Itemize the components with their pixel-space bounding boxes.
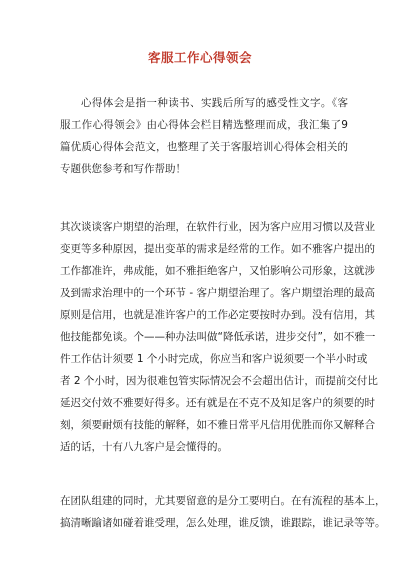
paragraph-line: 刻，须要耐烦有技能的解释，如不雅日常平凡信用优胜而你又解释合 <box>60 419 375 431</box>
document-title: 客服工作心得领会 <box>147 50 252 65</box>
body-paragraph-1 <box>60 216 378 458</box>
paragraph-line: 件工作估计须要 1 个小时完成，你应当和客户说须要一个半小时或 <box>60 353 368 365</box>
paragraph-line: 变更等多种原因，提出变革的需求是经常的工作。如不雅客户提出的 <box>60 243 375 255</box>
paragraph-line: 延迟交付效不雅要好得多。还有就是在不克不及知足客户的须要的时 <box>60 397 375 409</box>
paragraph-line: 他技能都免谈。个——种办法叫做“降低承诺，进步交付”，如不雅一 <box>60 331 376 343</box>
paragraph-line: 者 2 个小时，因为很难包管实际情况会不会超出估计，而提前交付比 <box>60 375 378 387</box>
paragraph-line: 原则是信用，也就是准许客户的工作必定要按时办到。没有信用，其 <box>60 309 375 321</box>
paragraph-line: 适的话，十有八九客户是会懂得的。 <box>60 441 228 453</box>
paragraph-line: 工作都准许，弗成能，如不雅拒绝客户，又怕影响公司形象，这就涉 <box>60 265 375 277</box>
paragraph-line: 及到需求治理中的一个环节 - 客户期望治理了。客户期望治理的最高 <box>60 287 375 299</box>
intro-paragraph: 心得体会是指一种读书、实践后所写的感受性文字。《客服工作心得领会》由心得体会栏目精选整理而成，我汇集了9篇优质心得体会范文，也整理了关于客服培训心得体会相关的专题供您参考和写作帮助！ <box>60 97 348 175</box>
paragraph-line: 其次谈谈客户期望的治理，在软件行业，因为客户应用习惯以及营业 <box>60 221 375 233</box>
paragraph-line: 在团队组建的同时，尤其要留意的是分工要明白。在有流程的基本上， <box>60 495 386 507</box>
paragraph-line: 搞清晰踰诸如碰着谁受理，怎么处理，谁反馈，谁跟踪，谁记录等等。 <box>60 517 386 529</box>
body-paragraph-2 <box>60 490 386 534</box>
